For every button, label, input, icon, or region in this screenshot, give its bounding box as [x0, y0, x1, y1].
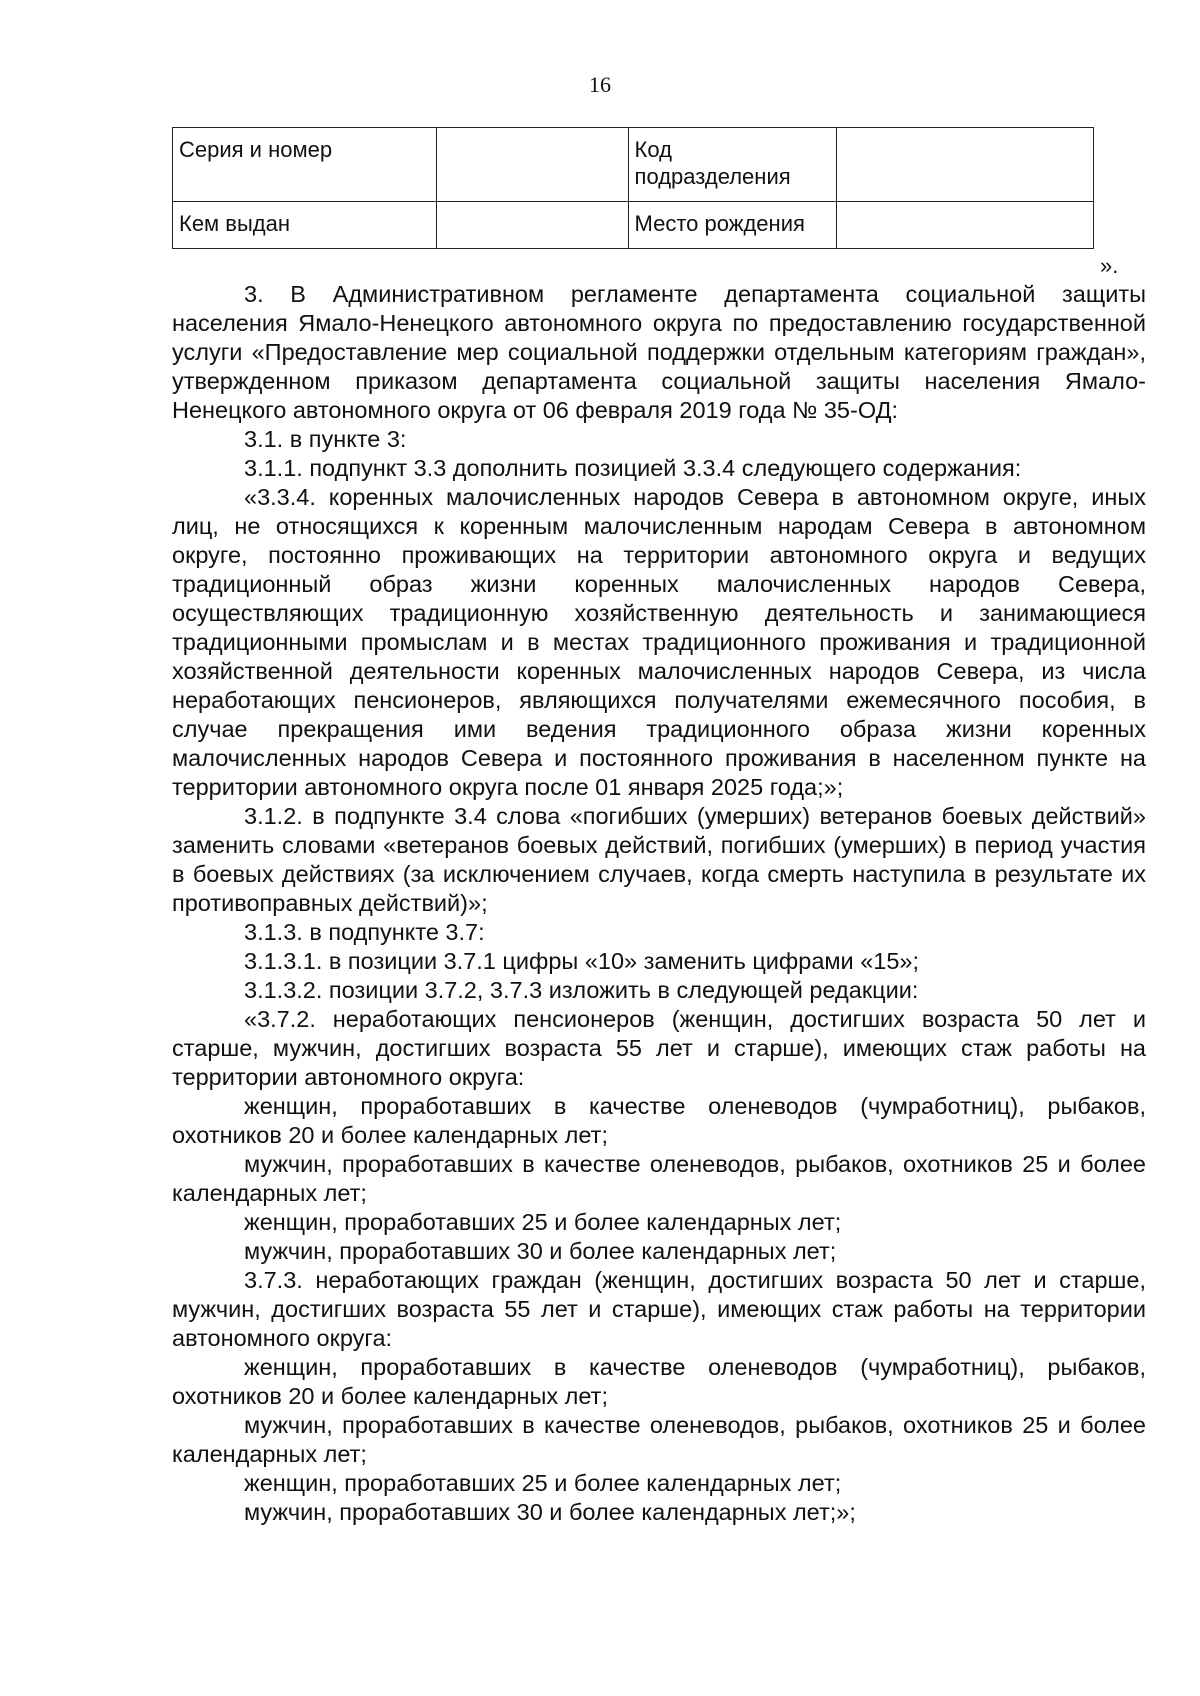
- table-cell-issued-by-label: Кем выдан: [173, 202, 437, 249]
- table-cell-issued-by-value: [436, 202, 628, 249]
- passport-table: [172, 127, 1094, 249]
- paragraph: женщин, проработавших 25 и более календарных лет;: [244, 1209, 842, 1235]
- paragraph: мужчин, проработавших в качестве оленеводов, рыбаков, охотников 25 и более календарных лет;: [172, 1412, 1146, 1467]
- paragraph: мужчин, проработавших 30 и более календарных лет;: [244, 1238, 837, 1264]
- table-row: [173, 128, 1094, 202]
- paragraph: 3.1.3. в подпункте 3.7:: [244, 919, 485, 945]
- paragraph: женщин, проработавших 25 и более календарных лет;: [244, 1470, 842, 1496]
- table-cell-series-label: Серия и номер: [173, 128, 437, 202]
- paragraph: «3.3.4. коренных малочисленных народов Севера в автономном округе, иных лиц, не относящихся к коренным малочисленным народам Севера в автономном округе, постоянно проживающих на территории автономного округа и ведущих традиционный образ жизни коренных малочисленных народов Севера, осуществляющих традиционную хозяйственную деятельность и занимающиеся традиционными промыслам и в местах традиционного проживания и традиционной хозяйственной деятельности коренных малочисленных народов Севера, из числа неработающих пенсионеров, являющихся получателями ежемесячного пособия, в случае прекращения ими ведения традиционного образа жизни коренных малочисленных народов Севера и постоянного проживания в населенном пункте на территории автономного округа после 01 января 2025 года;»;: [172, 484, 1146, 800]
- table-cell-birthplace-label: Место рождения: [628, 202, 836, 249]
- table-row: [173, 202, 1094, 249]
- table-cell-division-code-label: Код подразделения: [628, 128, 836, 202]
- paragraph: «3.7.2. неработающих пенсионеров (женщин, достигших возраста 50 лет и старше, мужчин, достигших возраста 55 лет и старше), имеющих стаж работы на территории автономного округа:: [172, 1006, 1146, 1090]
- table-closing-quote: ».: [1100, 253, 1119, 278]
- paragraph: женщин, проработавших в качестве оленеводов (чумработниц), рыбаков, охотников 20 и более календарных лет;: [172, 1093, 1146, 1148]
- paragraph: 3.1. в пункте 3:: [244, 426, 407, 452]
- paragraph: 3.7.3. неработающих граждан (женщин, достигших возраста 50 лет и старше, мужчин, достигших возраста 55 лет и старше), имеющих стаж работы на территории автономного округа:: [172, 1267, 1146, 1351]
- paragraph: 3.1.1. подпункт 3.3 дополнить позицией 3.3.4 следующего содержания:: [244, 455, 1022, 481]
- paragraph: 3.1.3.2. позиции 3.7.2, 3.7.3 изложить в следующей редакции:: [244, 977, 919, 1003]
- page-number: 16: [589, 72, 611, 97]
- paragraph: женщин, проработавших в качестве оленеводов (чумработниц), рыбаков, охотников 20 и более календарных лет;: [172, 1354, 1146, 1409]
- table-cell-series-value: [436, 128, 628, 202]
- table-cell-division-code-value: [836, 128, 1093, 202]
- table-cell-birthplace-value: [836, 202, 1093, 249]
- document-body: [172, 280, 1146, 1527]
- paragraph: 3.1.2. в подпункте 3.4 слова «погибших (умерших) ветеранов боевых действий» заменить словами «ветеранов боевых действий, погибших (умерших) в период участия в боевых действиях (за исключением случаев, когда смерть наступила в результате их противоправных действий)»;: [172, 803, 1146, 916]
- paragraph: 3.1.3.1. в позиции 3.7.1 цифры «10» заменить цифрами «15»;: [244, 948, 920, 974]
- paragraph: мужчин, проработавших 30 и более календарных лет;»;: [244, 1499, 856, 1525]
- paragraph: мужчин, проработавших в качестве оленеводов, рыбаков, охотников 25 и более календарных лет;: [172, 1151, 1146, 1206]
- paragraph: 3. В Административном регламенте департамента социальной защиты населения Ямало-Ненецкого автономного округа по предоставлению государственной услуги «Предоставление мер социальной поддержки отдельным категориям граждан», утвержденном приказом департамента социальной защиты населения Ямало-Ненецкого автономного округа от 06 февраля 2019 года № 35-ОД:: [172, 281, 1146, 423]
